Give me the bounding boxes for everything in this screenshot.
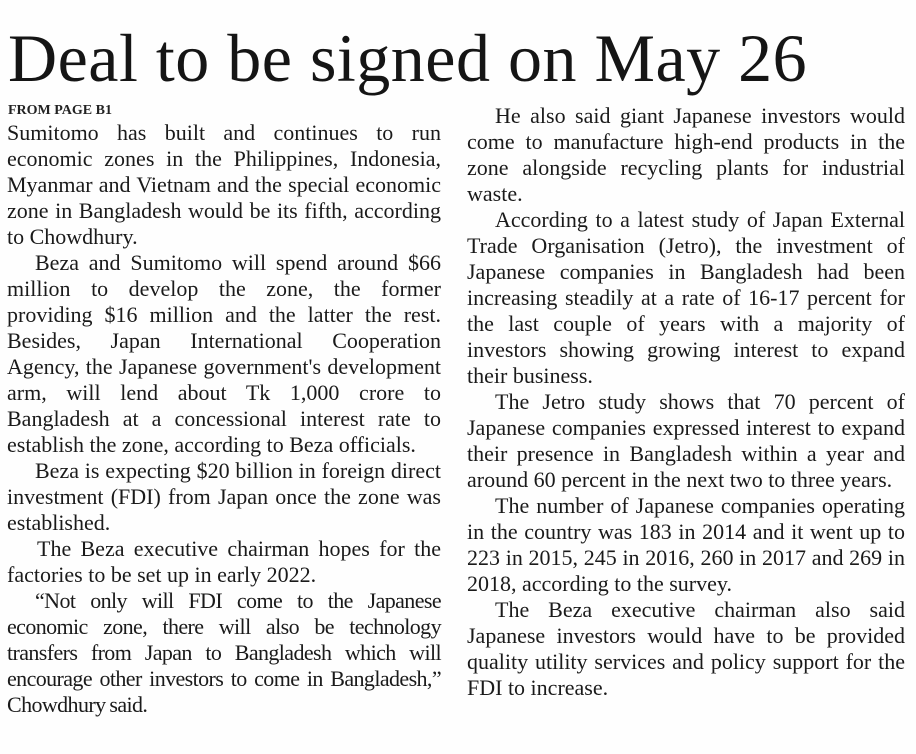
paragraph: The number of Japanese companies operating in the country was 183 in 2014 and it went up to 223 in 2015, 245 in 2016, 260 in 2017 and 269 in 2018, according to the survey.	[467, 493, 905, 596]
paragraph: The Beza executive chairman also said Japanese investors would have to be provided quality utility services and policy support for the FDI to increase.	[467, 597, 905, 700]
right-column	[467, 103, 905, 701]
paragraph: Beza and Sumitomo will spend around $66 million to develop the zone, the former providing $16 million and the latter the rest. Besides, Japan International Cooperation Agency, the Japanese government's development arm, will lend about Tk 1,000 crore to Bangladesh at a concessional interest rate to establish the zone, according to Beza officials.	[7, 250, 441, 457]
paragraph: Sumitomo has built and continues to run economic zones in the Philippines, Indonesia, Myanmar and Vietnam and the special economic zone in Bangladesh would be its fifth, according to Chowdhury.	[7, 120, 441, 249]
paragraph: According to a latest study of Japan External Trade Organisation (Jetro), the investment of Japanese companies in Bangladesh had been increasing steadily at a rate of 16-17 percent for the last couple of years with a majority of investors showing growing interest to expand their business.	[467, 207, 905, 388]
paragraph: The Beza executive chairman hopes for the factories to be set up in early 2022.	[7, 536, 441, 587]
paragraph: He also said giant Japanese investors would come to manufacture high-end products in the zone alongside recycling plants for industrial waste.	[467, 103, 905, 206]
jump-line: FROM PAGE B1	[8, 103, 112, 118]
paragraph: “Not only will FDI come to the Japanese economic zone, there will also be technology transfers from Japan to Bangladesh which will encourage other investors to come in Bangladesh,” Chowdhury said.	[7, 588, 441, 717]
paragraph: The Jetro study shows that 70 percent of Japanese companies expressed interest to expand their presence in Bangladesh within a year and around 60 percent in the next two to three years.	[467, 389, 905, 492]
headline: Deal to be signed on May 26	[8, 20, 808, 96]
paragraph: Beza is expecting $20 billion in foreign direct investment (FDI) from Japan once the zone was established.	[7, 458, 441, 535]
left-column	[7, 120, 441, 718]
